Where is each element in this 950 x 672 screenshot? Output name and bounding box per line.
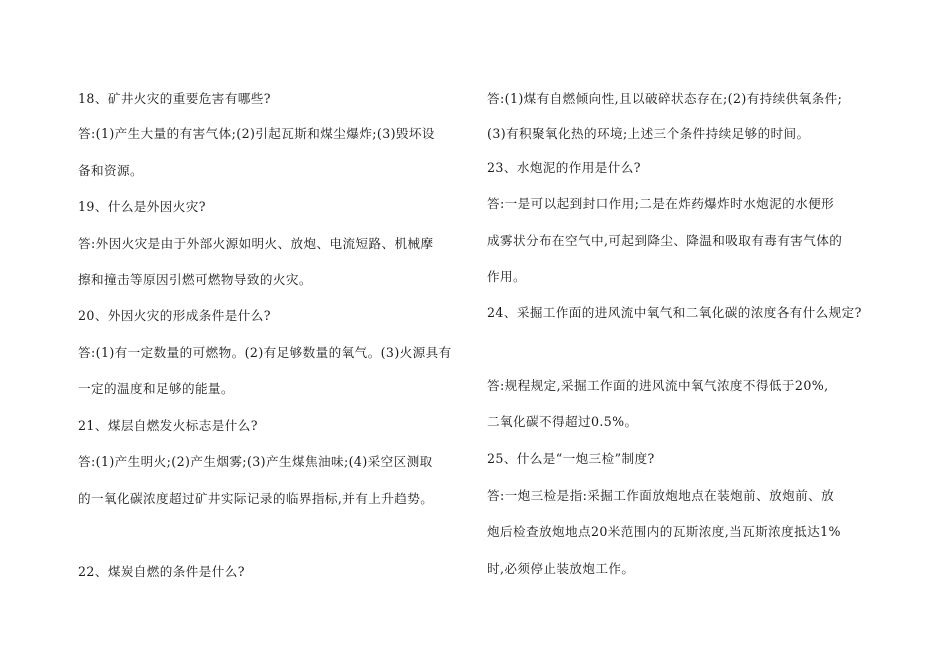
answer-19-line-1: 答:外因火灾是由于外部火源如明火、放炮、电流短路、机械摩 <box>78 236 434 251</box>
answer-25-line-1: 答:一炮三检是指:采掘工作面放炮地点在装炮前、放炮前、放 <box>487 488 835 503</box>
answer-22-line-1: 答:(1)煤有自燃倾向性,且以破碎状态存在;(2)有持续供氧条件; <box>487 91 843 106</box>
answer-20-line-1: 答:(1)有一定数量的可燃物。(2)有足够数量的氧气。(3)火源具有 <box>78 345 452 360</box>
answer-23-line-1: 答:一是可以起到封口作用;二是在炸药爆炸时水炮泥的水便形 <box>487 196 835 211</box>
answer-21-line-1: 答:(1)产生明火;(2)产生烟雾;(3)产生煤焦油味;(4)采空区测取 <box>78 454 433 469</box>
question-22: 22、煤炭自燃的条件是什么? <box>78 564 245 579</box>
answer-22-line-2: (3)有积聚氧化热的环境;上述三个条件持续足够的时间。 <box>487 126 810 141</box>
answer-19-line-2: 擦和撞击等原因引燃可燃物导致的火灾。 <box>78 272 312 287</box>
answer-20-line-2: 一定的温度和足够的能量。 <box>78 381 234 396</box>
answer-23-line-2: 成雾状分布在空气中,可起到降尘、降温和吸取有毒有害气体的 <box>487 233 843 248</box>
question-24: 24、采掘工作面的进风流中氧气和二氧化碳的浓度各有什么规定? <box>487 305 862 320</box>
answer-18-line-2: 备和资源。 <box>78 163 143 178</box>
answer-25-line-3: 时,必须停止装放炮工作。 <box>487 561 635 576</box>
question-21: 21、煤层自燃发火标志是什么? <box>78 418 258 433</box>
question-23: 23、水炮泥的作用是什么? <box>487 160 641 175</box>
question-19: 19、什么是外因火灾? <box>78 199 206 214</box>
answer-24-line-2: 二氧化碳不得超过0.5%。 <box>487 414 638 429</box>
question-18: 18、矿井火灾的重要危害有哪些? <box>78 91 271 106</box>
answer-25-line-2: 炮后检查放炮地点20米范围内的瓦斯浓度,当瓦斯浓度抵达1% <box>487 524 841 539</box>
question-20: 20、外因火灾的形成条件是什么? <box>78 308 271 323</box>
answer-24-line-1: 答:规程规定,采掘工作面的进风流中氧气浓度不得低于20%, <box>487 378 829 393</box>
answer-18-line-1: 答:(1)产生大量的有害气体;(2)引起瓦斯和煤尘爆炸;(3)毁坏设 <box>78 126 435 141</box>
answer-21-line-2: 的一氧化碳浓度超过矿井实际记录的临界指标,并有上升趋势。 <box>78 491 434 506</box>
question-25: 25、什么是“一炮三检”制度? <box>487 451 655 466</box>
answer-23-line-3: 作用。 <box>487 269 526 284</box>
